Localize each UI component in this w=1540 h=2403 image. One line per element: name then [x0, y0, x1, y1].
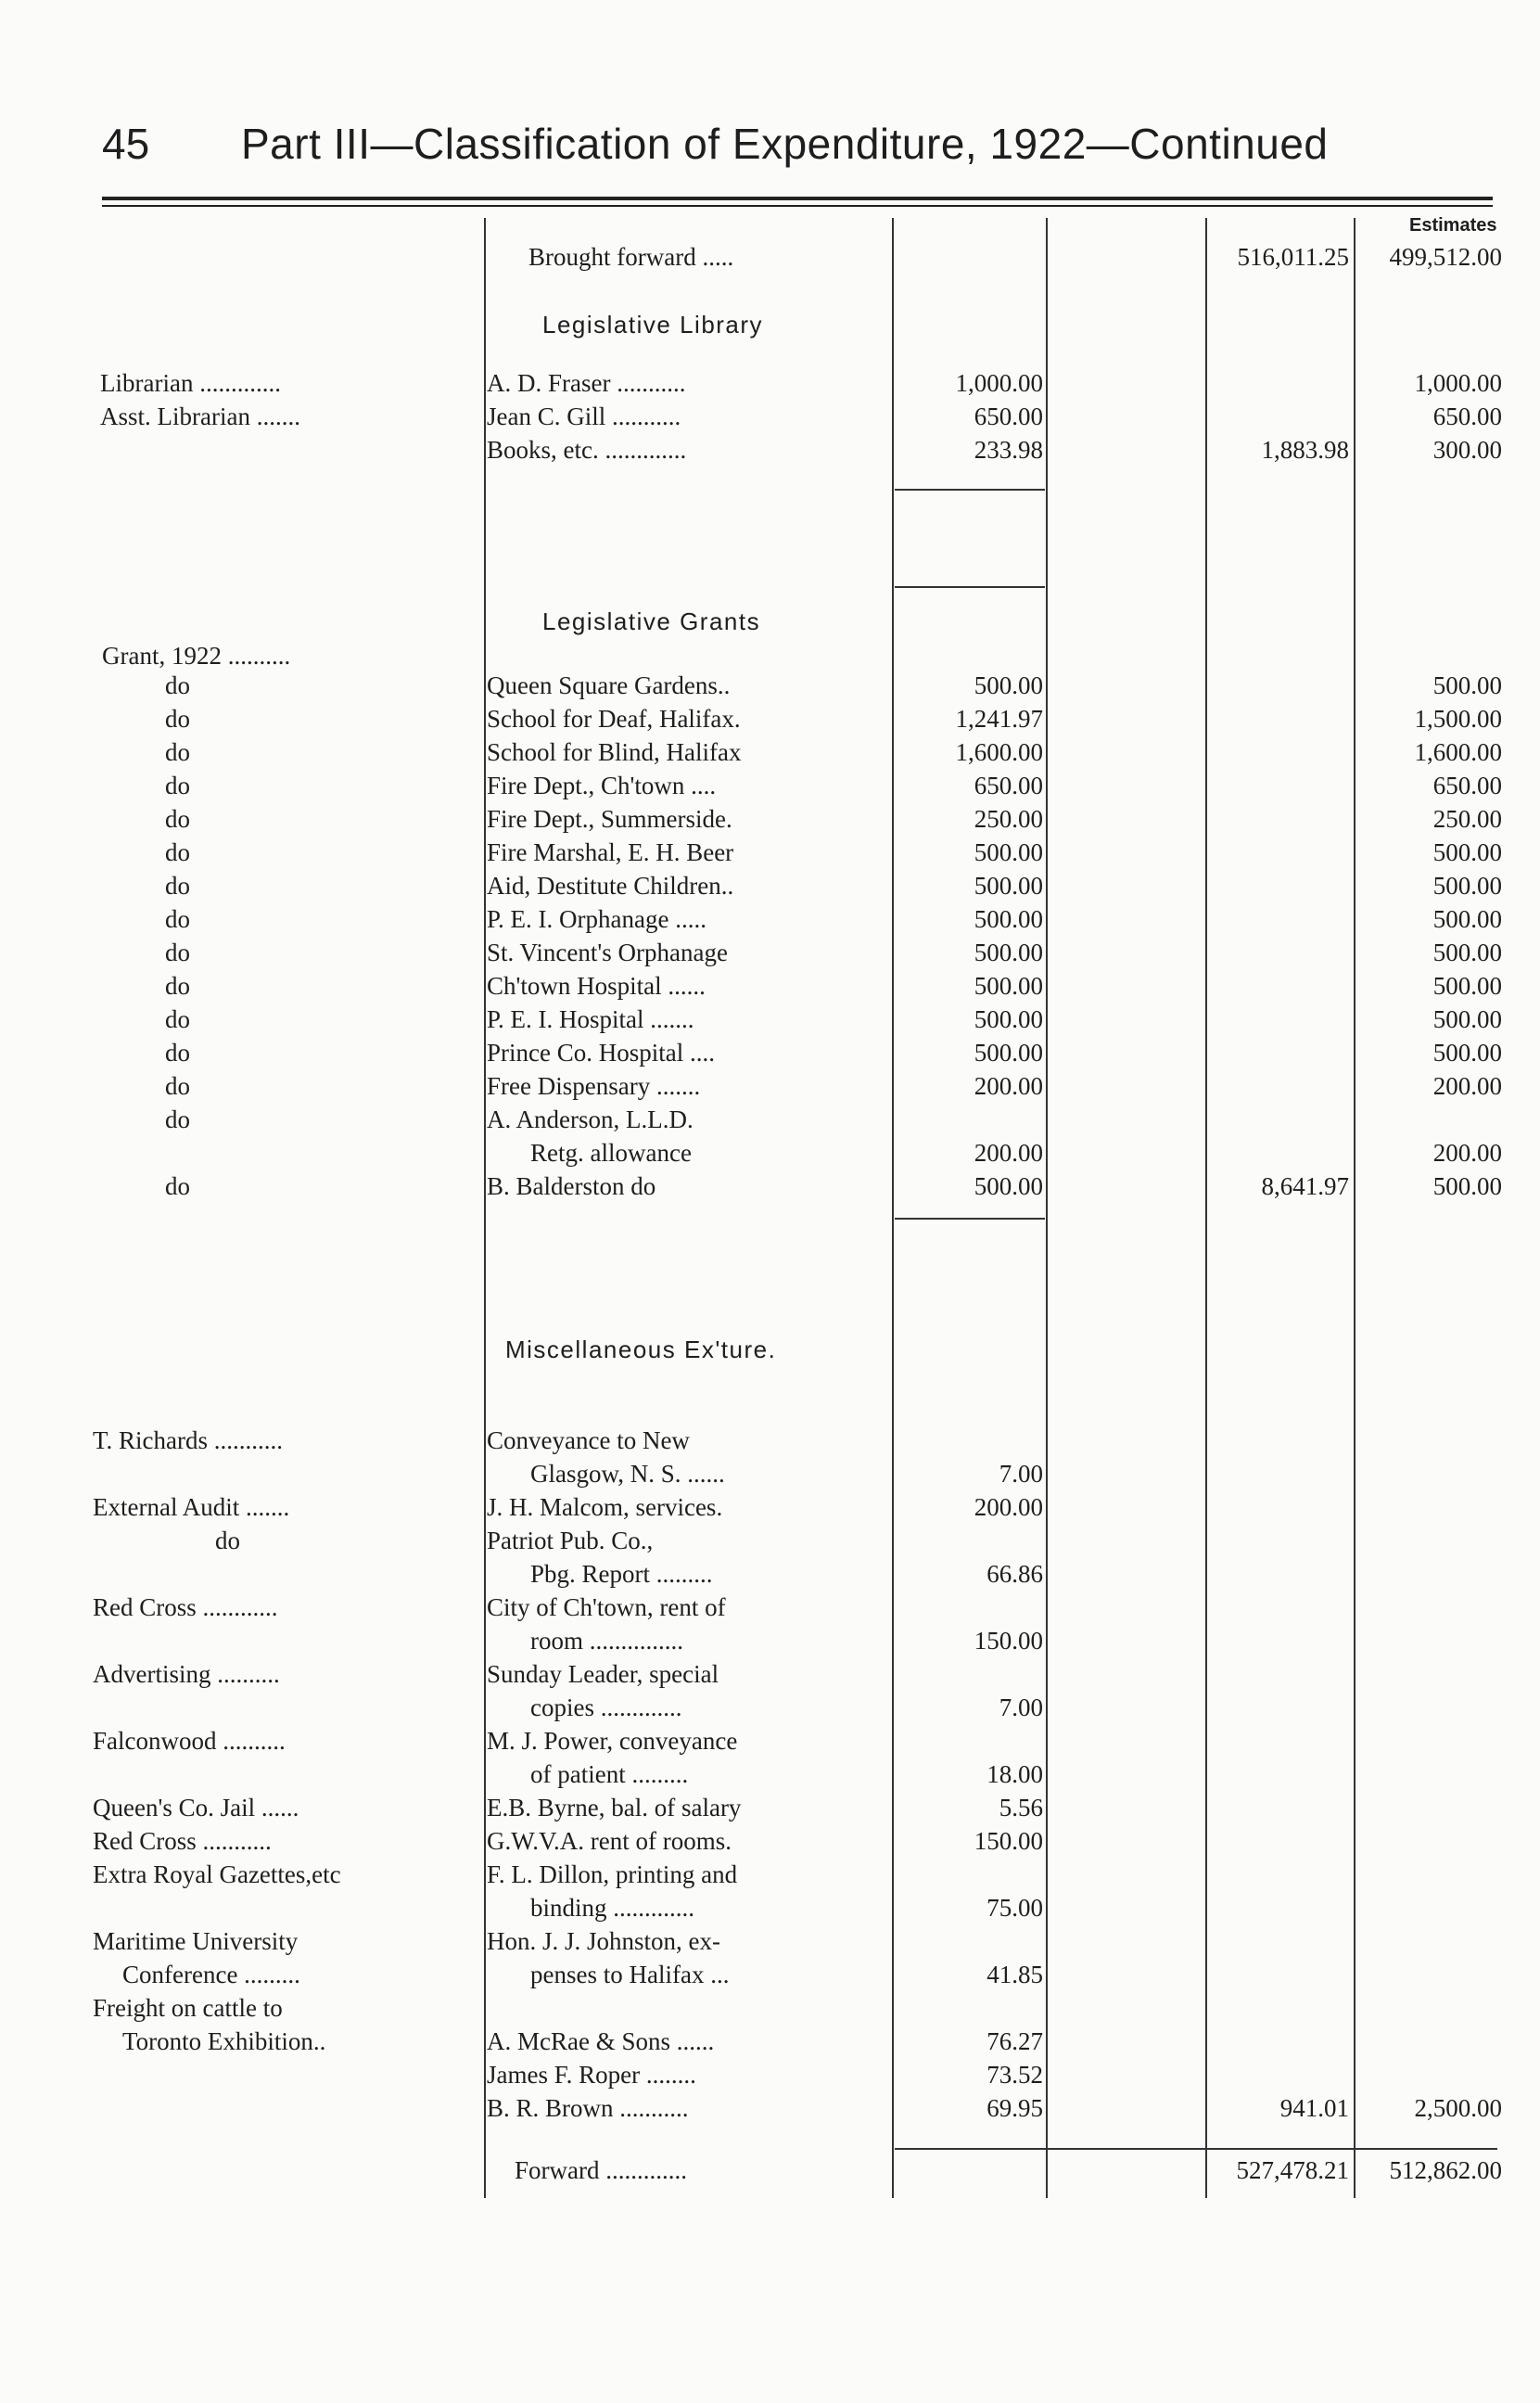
brought-forward-label: Brought forward ..... [528, 243, 734, 271]
row-left-label: do [165, 772, 190, 799]
top-rule-thick [102, 197, 1493, 200]
row-description: City of Ch'town, rent of [487, 1593, 726, 1621]
row-amount: 41.85 [986, 1961, 1043, 1988]
row-left-label: do [165, 872, 190, 900]
row-description: Queen Square Gardens.. [487, 671, 731, 699]
row-left-label: External Audit ....... [93, 1493, 290, 1521]
row-left-label: Falconwood .......... [93, 1727, 286, 1755]
row-description: P. E. I. Orphanage ..... [487, 905, 706, 933]
row-amount: 1,000.00 [955, 369, 1043, 397]
row-estimate: 650.00 [1432, 403, 1502, 430]
row-left-label: do [215, 1527, 240, 1554]
row-left-label: do [165, 1172, 190, 1200]
estimates-label: Estimates [1409, 215, 1497, 236]
table-row [0, 2094, 1540, 2128]
row-left-label: do [165, 805, 190, 833]
row-amount: 1,600.00 [955, 738, 1043, 766]
row-description: A. McRae & Sons ...... [487, 2027, 715, 2055]
row-total: 8,641.97 [1261, 1172, 1349, 1200]
table-row [0, 671, 1540, 705]
row-description: Sunday Leader, special [487, 1660, 719, 1688]
row-estimate: 650.00 [1432, 772, 1502, 799]
brought-forward-total: 516,011.25 [1237, 243, 1349, 271]
brought-forward-estimate: 499,512.00 [1389, 243, 1502, 271]
row-description: Pbg. Report ......... [530, 1560, 713, 1588]
table-row [0, 705, 1540, 738]
row-left-label: do [165, 738, 190, 766]
row-amount: 650.00 [974, 403, 1043, 430]
row-left-label: Asst. Librarian ....... [100, 403, 300, 430]
table-row [0, 772, 1540, 805]
row-description: Free Dispensary ....... [487, 1072, 701, 1100]
row-description: B. R. Brown ........... [487, 2094, 689, 2122]
row-description: A. D. Fraser ........... [487, 369, 686, 397]
row-left-label: do [165, 671, 190, 699]
table-row [0, 1627, 1540, 1660]
row-left-label: Extra Royal Gazettes,etc [93, 1860, 341, 1888]
row-description: A. Anderson, L.L.D. [487, 1106, 694, 1133]
row-estimate: 1,500.00 [1414, 705, 1502, 733]
table-row [0, 738, 1540, 772]
table-row [0, 905, 1540, 939]
row-left-label: Red Cross ............ [93, 1593, 278, 1621]
row-amount: 200.00 [974, 1139, 1043, 1167]
brought-forward-row [0, 243, 1540, 276]
row-estimate: 500.00 [1432, 1172, 1502, 1200]
row-amount: 650.00 [974, 772, 1043, 799]
row-description: E.B. Byrne, bal. of salary [487, 1794, 742, 1821]
table-row [0, 2061, 1540, 2094]
forward-row [0, 2156, 1540, 2190]
row-estimate: 250.00 [1432, 805, 1502, 833]
row-description: Conveyance to New [487, 1426, 690, 1454]
table-row [0, 1527, 1540, 1560]
row-amount: 500.00 [974, 838, 1043, 866]
row-total: 941.01 [1279, 2094, 1349, 2122]
row-description: Aid, Destitute Children.. [487, 872, 734, 900]
row-amount: 73.52 [986, 2061, 1043, 2089]
row-left-label: do [165, 1106, 190, 1133]
row-amount: 150.00 [974, 1627, 1043, 1655]
row-left-label: Advertising .......... [93, 1660, 280, 1688]
table-row [0, 1106, 1540, 1139]
row-amount: 250.00 [974, 805, 1043, 833]
table-row [0, 872, 1540, 905]
page-number: 45 [102, 120, 150, 168]
row-left-label: Librarian ............. [100, 369, 281, 397]
row-left-label: do [165, 939, 190, 966]
forward-rule [895, 2148, 1497, 2150]
row-left-label: do [165, 1039, 190, 1067]
row-estimate: 1,600.00 [1414, 738, 1502, 766]
table-row [0, 1560, 1540, 1593]
row-amount: 76.27 [986, 2027, 1043, 2055]
table-row [0, 1860, 1540, 1894]
table-row [0, 1039, 1540, 1072]
row-description: B. Balderston do [487, 1172, 656, 1200]
table-row [0, 2027, 1540, 2061]
table-row [0, 1593, 1540, 1627]
table-row [0, 1827, 1540, 1860]
row-description: St. Vincent's Orphanage [487, 939, 728, 966]
forward-label: Forward ............. [515, 2156, 687, 2184]
table-row [0, 1894, 1540, 1927]
row-left-label: Freight on cattle to [93, 1994, 283, 2022]
row-description: F. L. Dillon, printing and [487, 1860, 738, 1888]
table-row [0, 939, 1540, 972]
row-description: James F. Roper ........ [487, 2061, 696, 2089]
row-description: Books, etc. ............. [487, 436, 687, 464]
row-description: M. J. Power, conveyance [487, 1727, 738, 1755]
table-row [0, 1072, 1540, 1106]
row-estimate: 500.00 [1432, 905, 1502, 933]
table-row [0, 1694, 1540, 1727]
table-row [0, 1660, 1540, 1694]
row-description: Fire Marshal, E. H. Beer [487, 838, 734, 866]
row-description: School for Deaf, Halifax. [487, 705, 741, 733]
grants-intro: Grant, 1922 .......... [102, 642, 291, 670]
row-left-label: Red Cross ........... [93, 1827, 272, 1855]
row-amount: 500.00 [974, 939, 1043, 966]
table-row [0, 1927, 1540, 1961]
section-legislative-grants: Legislative Grants [542, 607, 761, 635]
row-amount: 66.86 [986, 1560, 1043, 1588]
table-row [0, 1139, 1540, 1172]
row-description: of patient ......... [530, 1760, 689, 1788]
library-subtotal-rule [895, 489, 1045, 491]
row-description: copies ............. [530, 1694, 682, 1721]
row-description: penses to Halifax ... [530, 1961, 730, 1988]
row-amount: 75.00 [986, 1894, 1043, 1922]
row-description: Jean C. Gill ........... [487, 403, 681, 430]
row-description: Glasgow, N. S. ...... [530, 1460, 725, 1488]
row-description: Hon. J. J. Johnston, ex- [487, 1927, 721, 1955]
grants-intro-row [0, 642, 1540, 675]
table-row [0, 805, 1540, 838]
row-amount: 500.00 [974, 1172, 1043, 1200]
row-amount: 233.98 [974, 436, 1043, 464]
table-row [0, 1172, 1540, 1206]
row-description: Fire Dept., Ch'town .... [487, 772, 717, 799]
row-left-label: Toronto Exhibition.. [122, 2027, 326, 2055]
row-description: G.W.V.A. rent of rooms. [487, 1827, 732, 1855]
row-description: P. E. I. Hospital ....... [487, 1005, 694, 1033]
table-row [0, 1727, 1540, 1760]
top-rule-thin [102, 205, 1493, 207]
row-estimate: 500.00 [1432, 838, 1502, 866]
row-left-label: do [165, 972, 190, 1000]
table-row [0, 1994, 1540, 2027]
row-amount: 1,241.97 [955, 705, 1043, 733]
section-legislative-library: Legislative Library [542, 311, 764, 339]
row-description: School for Blind, Halifax [487, 738, 742, 766]
row-left-label: Conference ......... [122, 1961, 300, 1988]
row-estimate: 500.00 [1432, 872, 1502, 900]
row-amount: 500.00 [974, 972, 1043, 1000]
row-amount: 150.00 [974, 1827, 1043, 1855]
row-description: binding ............. [530, 1894, 695, 1922]
row-left-label: Queen's Co. Jail ...... [93, 1794, 299, 1821]
table-row [0, 1493, 1540, 1527]
row-amount: 7.00 [999, 1460, 1043, 1488]
row-amount: 200.00 [974, 1493, 1043, 1521]
grants-subtotal-rule [895, 1218, 1045, 1220]
row-estimate: 2,500.00 [1414, 2094, 1502, 2122]
row-estimate: 500.00 [1432, 972, 1502, 1000]
row-amount: 7.00 [999, 1694, 1043, 1721]
table-row [0, 1426, 1540, 1460]
table-row [0, 403, 1540, 436]
row-amount: 69.95 [986, 2094, 1043, 2122]
forward-total: 527,478.21 [1236, 2156, 1349, 2184]
row-amount: 18.00 [986, 1760, 1043, 1788]
row-estimate: 500.00 [1432, 1005, 1502, 1033]
row-left-label: do [165, 905, 190, 933]
section-miscellaneous: Miscellaneous Ex'ture. [505, 1336, 777, 1363]
row-description: Patriot Pub. Co., [487, 1527, 654, 1554]
row-left-label: Maritime University [93, 1927, 299, 1955]
row-left-label: do [165, 705, 190, 733]
row-left-label: T. Richards ........... [93, 1426, 283, 1454]
table-row [0, 1760, 1540, 1794]
row-estimate: 200.00 [1432, 1072, 1502, 1100]
table-row [0, 1460, 1540, 1493]
row-description: Retg. allowance [530, 1139, 692, 1167]
row-description: room ............... [530, 1627, 683, 1655]
row-amount: 500.00 [974, 905, 1043, 933]
row-description: Fire Dept., Summerside. [487, 805, 732, 833]
page-title: Part III—Classification of Expenditure, 1922—Continued [241, 120, 1329, 168]
row-amount: 200.00 [974, 1072, 1043, 1100]
row-amount: 500.00 [974, 1039, 1043, 1067]
row-estimate: 1,000.00 [1414, 369, 1502, 397]
row-amount: 5.56 [999, 1794, 1043, 1821]
row-estimate: 200.00 [1432, 1139, 1502, 1167]
table-row [0, 972, 1540, 1005]
row-left-label: do [165, 838, 190, 866]
row-description: J. H. Malcom, services. [487, 1493, 723, 1521]
row-total: 1,883.98 [1261, 436, 1349, 464]
row-amount: 500.00 [974, 671, 1043, 699]
row-left-label: do [165, 1005, 190, 1033]
row-estimate: 500.00 [1432, 671, 1502, 699]
row-estimate: 500.00 [1432, 939, 1502, 966]
page-header [102, 111, 1456, 185]
row-amount: 500.00 [974, 1005, 1043, 1033]
row-description: Prince Co. Hospital .... [487, 1039, 715, 1067]
table-row [0, 1794, 1540, 1827]
row-left-label: do [165, 1072, 190, 1100]
table-row [0, 436, 1540, 469]
table-row [0, 369, 1540, 403]
row-estimate: 500.00 [1432, 1039, 1502, 1067]
forward-estimate: 512,862.00 [1389, 2156, 1502, 2184]
row-description: Ch'town Hospital ...... [487, 972, 706, 1000]
row-estimate: 300.00 [1432, 436, 1502, 464]
row-amount: 500.00 [974, 872, 1043, 900]
table-row [0, 1005, 1540, 1039]
library-box-rule [895, 586, 1045, 588]
table-row [0, 1961, 1540, 1994]
table-row [0, 838, 1540, 872]
